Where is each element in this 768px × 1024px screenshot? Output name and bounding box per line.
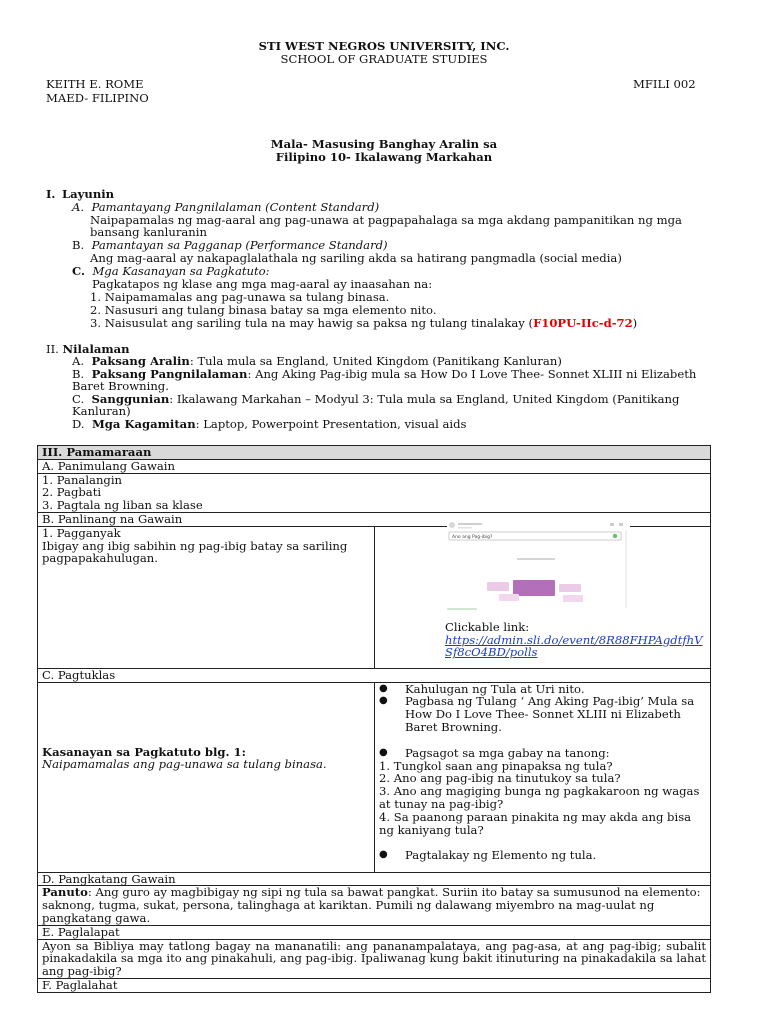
bullet-item: Pagsagot sa mga gabay na tanong: bbox=[405, 745, 610, 760]
school-name: SCHOOL OF GRADUATE STUDIES bbox=[280, 52, 488, 66]
section-nilalaman-number: II. bbox=[46, 342, 59, 356]
section-layunin-number: I. bbox=[46, 187, 56, 201]
slido-link[interactable]: https://admin.sli.do/event/8R88FHPAgdtfhVSf8cO4BD/polls bbox=[445, 632, 703, 660]
author-program: MAED- FILIPINO bbox=[46, 91, 149, 105]
lesson-title-line2: Filipino 10- Ikalawang Markahan bbox=[275, 150, 493, 164]
slido-poll-screenshot bbox=[447, 520, 630, 612]
section-d-body bbox=[38, 886, 711, 925]
question-item: 1. Tungkol saan ang pinapaksa ng tula? bbox=[379, 758, 613, 773]
bullet-item: Pagbasa ng Tulang ‘ Ang Aking Pag-ibig’ Mula sa How Do I Love Thee- Sonnet XLIII ni Elizabeth Baret Browning. bbox=[405, 694, 695, 734]
section-layunin-heading: Layunin bbox=[62, 187, 115, 201]
list-item: 3. Pagtala ng liban sa klase bbox=[42, 498, 203, 513]
competency-text: Naipamamalas ang pag-unawa sa tulang binasa. bbox=[42, 757, 327, 772]
layunin-a-text1: Naipapamalas ng mag-aaral ang pag-unawa at pagpapahalaga sa mga akdang pampanitikan ng mga bbox=[90, 213, 682, 227]
question-item: 3. Ano ang magiging bunga ng pagkakaroon ng wagas at tunay na pag-ibig? bbox=[379, 784, 700, 811]
nilalaman-c-key: Sanggunian bbox=[91, 392, 170, 406]
section-a-body bbox=[38, 473, 711, 512]
layunin-b-text: Ang mag-aaral ay nakapaglalathala ng sariling akda sa hatirang pangmadla (social media) bbox=[90, 251, 622, 265]
objective-item: 2. Nasusuri ang tulang binasa batay sa mga elemento nito. bbox=[90, 303, 437, 317]
layunin-a-label: A. bbox=[72, 200, 85, 214]
panuto-text: : Ang guro ay magbibigay ng sipi ng tula sa bawat pangkat. Suriin ito batay sa sumusunod na elemento: saknong, tugma, sukat, persona, talinghaga at kariktan. Pumili ng dalawang miyembro na mag-uulat ng pangkatang gawa. bbox=[42, 885, 701, 925]
link-label: Clickable link: bbox=[445, 619, 530, 634]
objective-item: 1. Naipamamalas ang pag-unawa sa tulang binasa. bbox=[90, 290, 390, 304]
section-e-title: E. Paglalapat bbox=[38, 925, 711, 939]
bullet-icon: ● bbox=[379, 746, 388, 758]
section-nilalaman-heading: Nilalaman bbox=[62, 342, 130, 356]
lesson-title-line1: Mala- Masusing Banghay Aralin sa bbox=[270, 137, 498, 151]
question-item: 4. Sa paanong paraan pinakita ng may akda ang bisa ng kaniyang tula? bbox=[379, 809, 692, 837]
section-c-right bbox=[375, 682, 711, 872]
bullet-icon: ● bbox=[379, 849, 388, 861]
author-name: KEITH E. ROME bbox=[46, 77, 144, 91]
nilalaman-b-key: Paksang Pangnilalaman bbox=[91, 367, 248, 381]
list-item: 2. Pagbati bbox=[42, 485, 102, 500]
layunin-a-text2: bansang kanluranin bbox=[90, 225, 207, 239]
nilalaman-b-label: B. bbox=[72, 367, 85, 381]
procedure-heading: III. Pamamaraan bbox=[38, 446, 711, 460]
nilalaman-d-value: : Laptop, Powerpoint Presentation, visual aids bbox=[195, 417, 467, 431]
competency-code: F10PU-IIc-d-72 bbox=[533, 316, 633, 330]
nilalaman-d-label: D. bbox=[72, 417, 85, 431]
slido-poll-image bbox=[447, 520, 630, 612]
panuto-label: Panuto bbox=[42, 885, 88, 900]
nilalaman-d-key: Mga Kagamitan bbox=[91, 417, 196, 431]
pagganyak-title: 1. Pagganyak bbox=[42, 525, 121, 540]
section-f-title: F. Paglalahat bbox=[38, 978, 711, 992]
institution-name: STI WEST NEGROS UNIVERSITY, INC. bbox=[258, 39, 510, 53]
section-c-left bbox=[38, 682, 375, 872]
nilalaman-c-label: C. bbox=[72, 392, 85, 406]
bullet-icon: ● bbox=[379, 682, 388, 694]
course-code: MFILI 002 bbox=[633, 77, 696, 91]
layunin-b-label: B. bbox=[72, 238, 85, 252]
list-item: 1. Panalangin bbox=[42, 472, 123, 487]
competency-title: Kasanayan sa Pagkatuto blg. 1: bbox=[42, 744, 246, 759]
pagganyak-text: Ibigay ang ibig sabihin ng pag-ibig batay sa sariling pagpapakahulugan. bbox=[42, 538, 348, 566]
section-b-left bbox=[38, 526, 375, 668]
section-b-title: B. Panlinang na Gawain bbox=[38, 512, 711, 526]
layunin-c-intro: Pagkatapos ng klase ang mga mag-aaral ay inaasahan na: bbox=[92, 277, 433, 291]
section-d-title: D. Pangkatang Gawain bbox=[38, 872, 711, 886]
nilalaman-c-value-cont: Kanluran) bbox=[72, 404, 131, 418]
nilalaman-a-key: Paksang Aralin bbox=[91, 354, 190, 368]
nilalaman-a-label: A. bbox=[72, 354, 85, 368]
objective-item-close: ) bbox=[632, 316, 638, 330]
section-c-title: C. Pagtuklas bbox=[38, 668, 711, 682]
nilalaman-b-value-cont: Baret Browning. bbox=[72, 379, 169, 393]
question-item: 2. Ano ang pag-ibig na tinutukoy sa tula? bbox=[379, 771, 621, 786]
poll-question: Ano ang Pag-ibig? bbox=[452, 535, 493, 540]
section-a-title: A. Panimulang Gawain bbox=[38, 459, 711, 473]
layunin-b-title: Pamantayan sa Pagganap (Performance Standard) bbox=[91, 238, 388, 252]
nilalaman-b-value: : Ang Aking Pag-ibig mula sa How Do I Love Thee- Sonnet XLIII ni Elizabeth bbox=[247, 367, 697, 381]
bullet-item: Kahulugan ng Tula at Uri nito. bbox=[405, 681, 585, 696]
layunin-c-title: Mga Kasanayan sa Pagkatuto: bbox=[92, 264, 270, 278]
section-e-body: Ayon sa Bibliya may tatlong bagay na mananatili: ang pananampalataya, ang pag-asa, at ang pag-ibig; subalit pinakadakila sa mga ito ang pinakahuli, ang pag-ibig. Ipaliwanag kung bakit itinuturing na pinakadakila sa lahat ang pag-ibig? bbox=[38, 939, 711, 978]
objective-item: 3. Naisusulat ang sariling tula na may hawig sa paksa ng tulang tinalakay ( bbox=[90, 316, 534, 330]
nilalaman-a-value: : Tula mula sa England, United Kingdom (Panitikang Kanluran) bbox=[189, 354, 562, 368]
layunin-c-label: C. bbox=[72, 264, 86, 278]
nilalaman-c-value: : Ikalawang Markahan – Modyul 3: Tula mula sa England, United Kingdom (Panitikang bbox=[169, 392, 680, 406]
bullet-item: Pagtalakay ng Elemento ng tula. bbox=[405, 848, 597, 863]
bullet-icon: ● bbox=[379, 695, 388, 707]
layunin-a-title: Pamantayang Pangnilalaman (Content Standard) bbox=[91, 200, 380, 214]
